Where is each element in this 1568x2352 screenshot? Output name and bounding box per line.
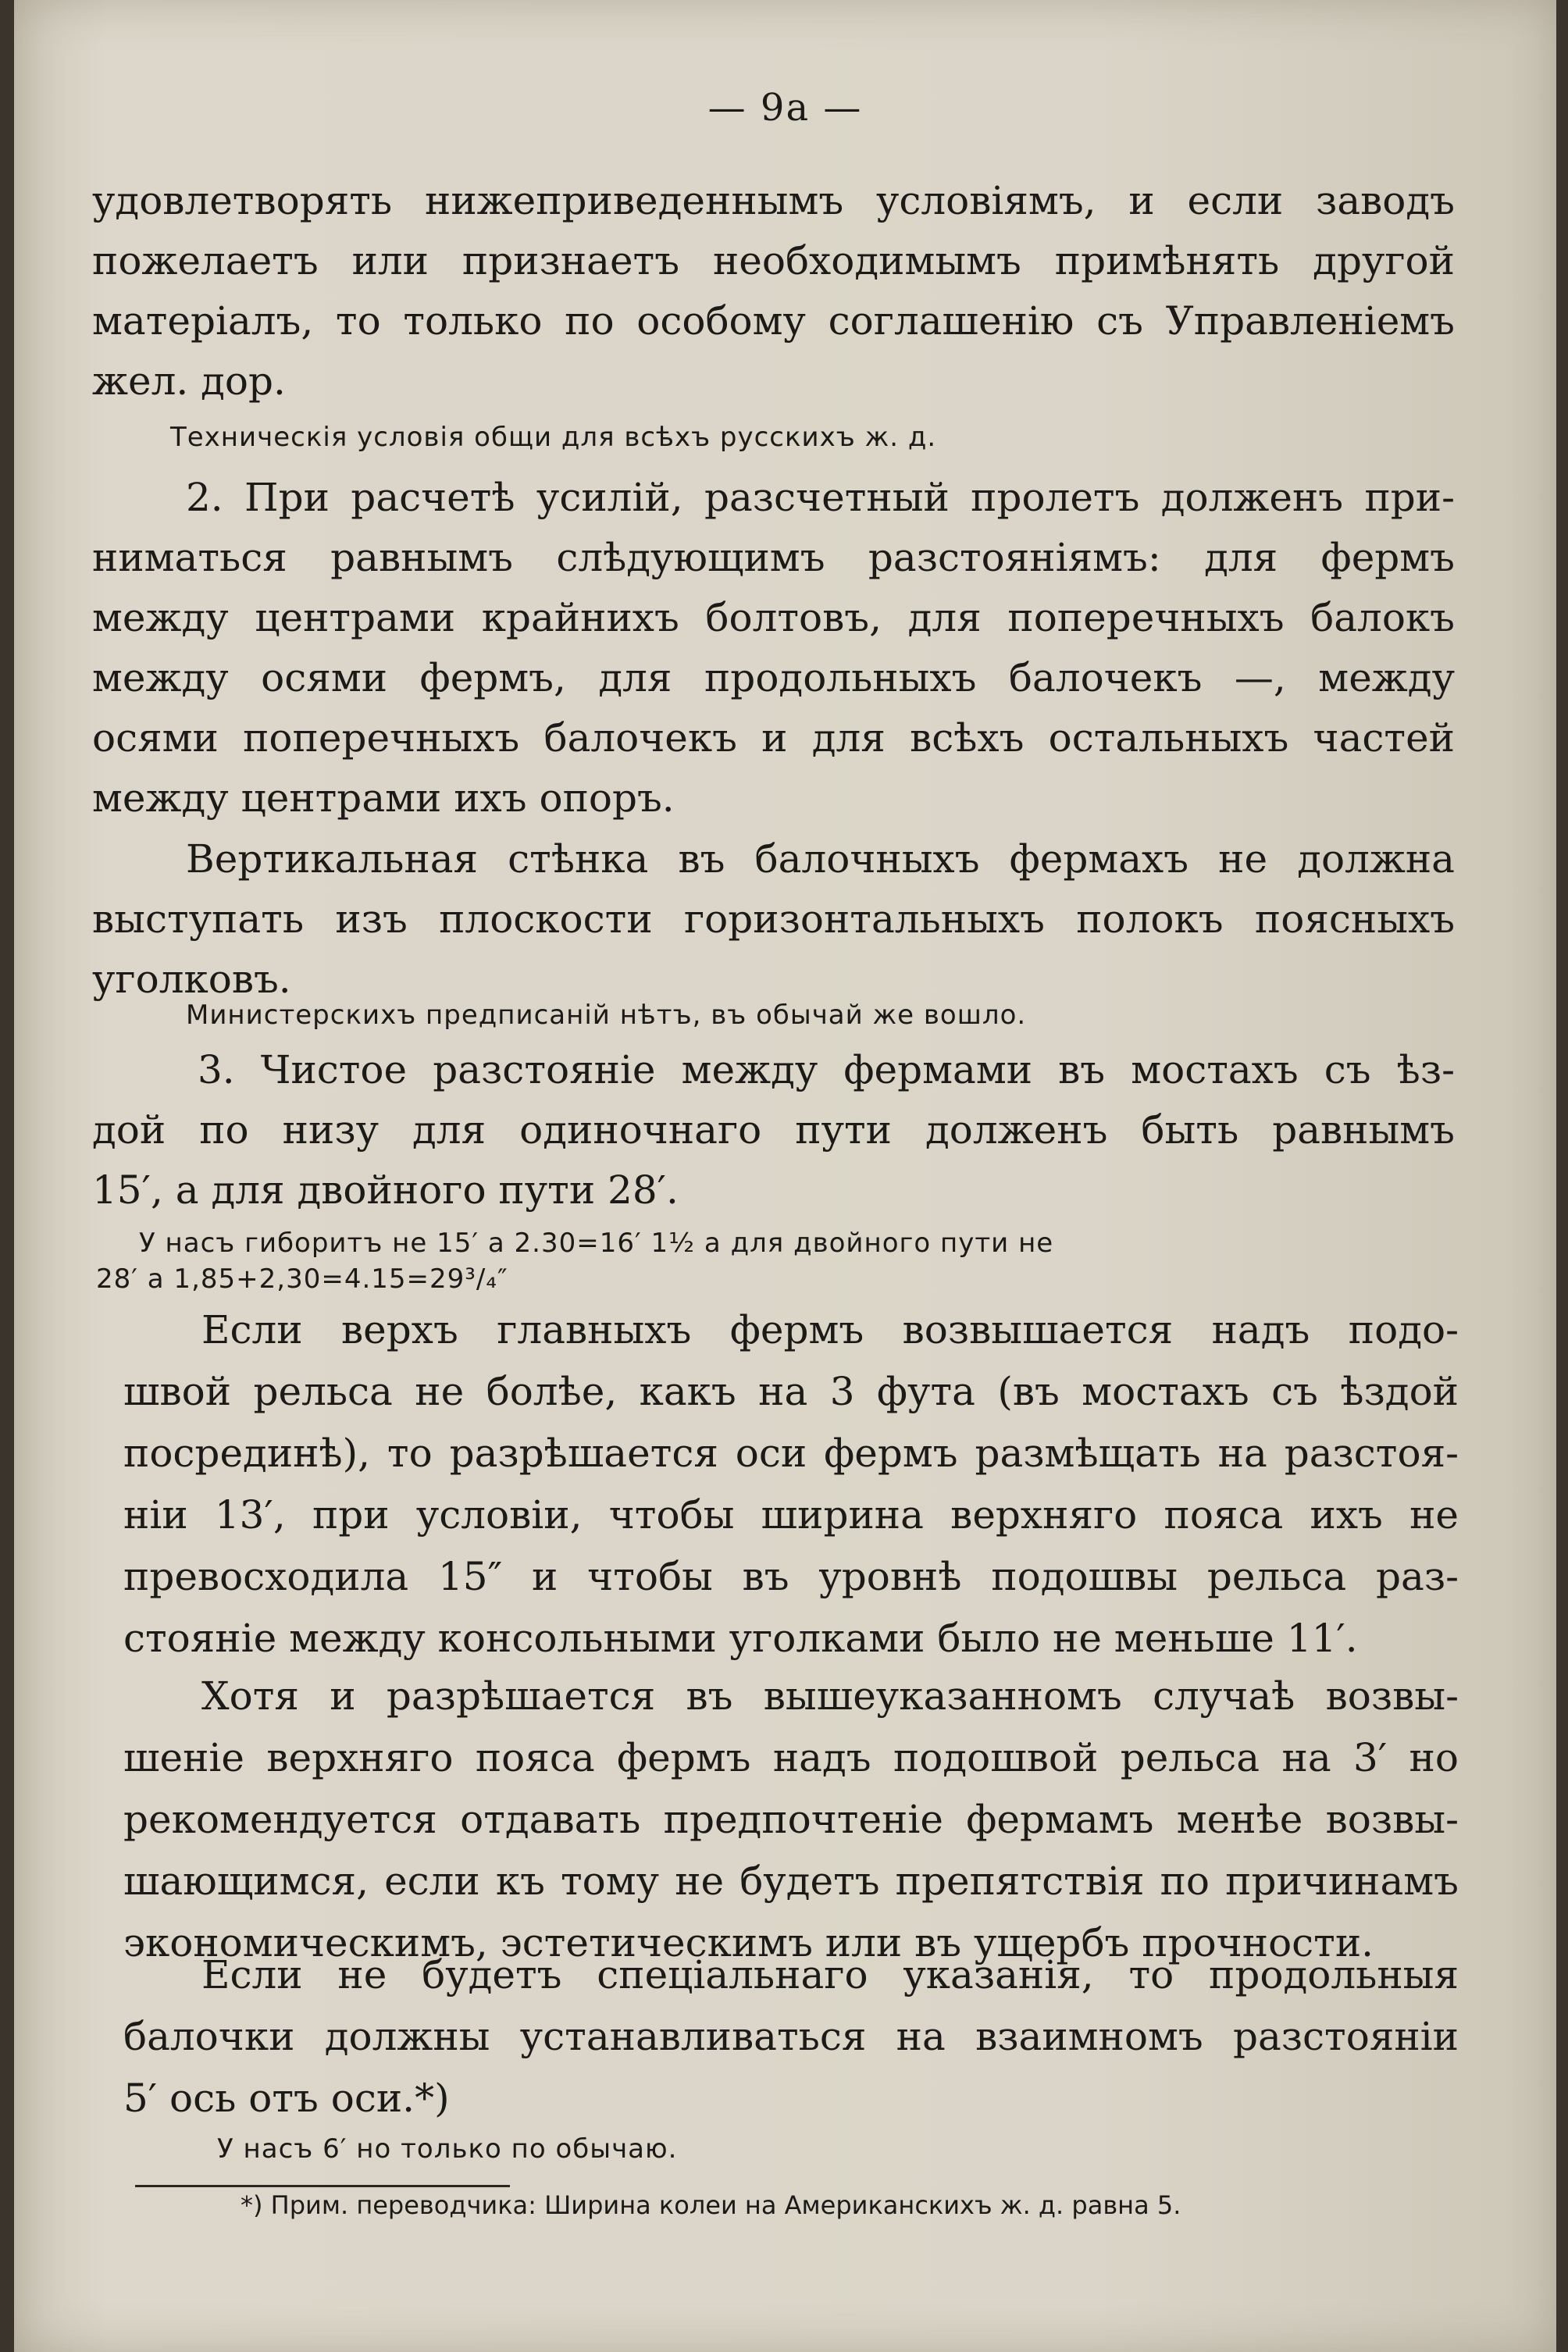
text-line: Если не будетъ спеціальнаго указанія, то продольныя — [201, 1952, 1459, 1997]
text-line: 3. Чистое разстояніе между фермами въ мостахъ съ ѣз- — [198, 1047, 1455, 1092]
text-line: посрединѣ), то разрѣшается оси фермъ размѣщать на разстоя- — [123, 1431, 1459, 1476]
annotation-note: У насъ гиборитъ не 15′ а 2.30=16′ 1½ а для двойного пути не — [139, 1228, 1054, 1259]
text-line: ниматься равнымъ слѣдующимъ разстояніямъ: для фермъ — [92, 535, 1455, 580]
text-line: экономическимъ, эстетическимъ или въ ущербъ прочности. — [123, 1920, 1374, 1965]
text-line: пожелаетъ или признаетъ необходимымъ примѣнять другой — [92, 238, 1455, 283]
page-number: — 9а — — [707, 86, 863, 130]
text-line: между центрами ихъ опоръ. — [92, 775, 675, 821]
text-line: 15′, а для двойного пути 28′. — [92, 1167, 679, 1213]
text-line: уголковъ. — [92, 957, 291, 1002]
annotation-note: Техническія условія общи для всѣхъ русскихъ ж. д. — [170, 422, 937, 453]
text-line: шающимся, если къ тому не будетъ препятствія по причинамъ — [123, 1858, 1459, 1904]
annotation-note: 28′ а 1,85+2,30=4.15=29³/₄″ — [96, 1263, 508, 1295]
book-page — [14, 0, 1556, 2352]
text-line: стояніе между консольными уголками было не меньше 11′. — [123, 1616, 1358, 1661]
text-line: Если верхъ главныхъ фермъ возвышается надъ подо- — [201, 1307, 1459, 1352]
text-line: швой рельса не болѣе, какъ на 3 фута (въ мостахъ съ ѣздой — [123, 1369, 1459, 1414]
text-line: ніи 13′, при условіи, чтобы ширина верхняго пояса ихъ не — [123, 1492, 1459, 1538]
text-line: удовлетворять нижеприведеннымъ условіямъ, и если заводъ — [92, 178, 1455, 223]
paragraph-1 — [92, 178, 1455, 404]
footnote-divider — [135, 2185, 510, 2187]
paragraph-5 — [123, 1307, 1459, 1661]
text-line: 2. При расчетѣ усилій, разсчетный пролетъ долженъ при- — [186, 475, 1455, 520]
text-line: матеріалъ, то только по особому соглашенію съ Управленіемъ — [92, 298, 1455, 344]
text-line: балочки должны устанавливаться на взаимномъ разстояніи — [123, 2014, 1459, 2059]
text-line: жел. дор. — [92, 358, 286, 404]
paragraph-2 — [92, 475, 1455, 821]
paragraph-6 — [123, 1673, 1459, 1965]
text-line: шеніе верхняго пояса фермъ надъ подошвой рельса на 3′ но — [123, 1735, 1459, 1780]
text-line: 5′ ось отъ оси.*) — [123, 2076, 450, 2121]
paragraph-3 — [92, 836, 1455, 1002]
annotation-note: Министерскихъ предписаній нѣтъ, въ обычай же вошло. — [186, 1000, 1027, 1031]
text-line: между центрами крайнихъ болтовъ, для поперечныхъ балокъ — [92, 595, 1455, 640]
text-line: превосходила 15″ и чтобы въ уровнѣ подошвы рельса раз- — [123, 1554, 1459, 1599]
footnote: *) Прим. переводчика: Ширина колеи на Американскихъ ж. д. равна 5. — [241, 2190, 1181, 2220]
paragraph-4 — [92, 1047, 1455, 1213]
text-line: дой по низу для одиночнаго пути долженъ быть равнымъ — [92, 1107, 1455, 1153]
paragraph-7 — [123, 1952, 1459, 2121]
text-line: осями поперечныхъ балочекъ и для всѣхъ остальныхъ частей — [92, 715, 1455, 761]
annotation-note: У насъ 6′ но только по обычаю. — [217, 2133, 678, 2165]
text-line: рекомендуется отдавать предпочтеніе фермамъ менѣе возвы- — [123, 1797, 1459, 1842]
text-line: между осями фермъ, для продольныхъ балочекъ —, между — [92, 655, 1455, 700]
text-line: выступать изъ плоскости горизонтальныхъ полокъ поясныхъ — [92, 896, 1455, 942]
text-line: Вертикальная стѣнка въ балочныхъ фермахъ не должна — [186, 836, 1455, 882]
text-line: Хотя и разрѣшается въ вышеуказанномъ случаѣ возвы- — [201, 1673, 1459, 1719]
annotation-note-block — [96, 1228, 1459, 1295]
